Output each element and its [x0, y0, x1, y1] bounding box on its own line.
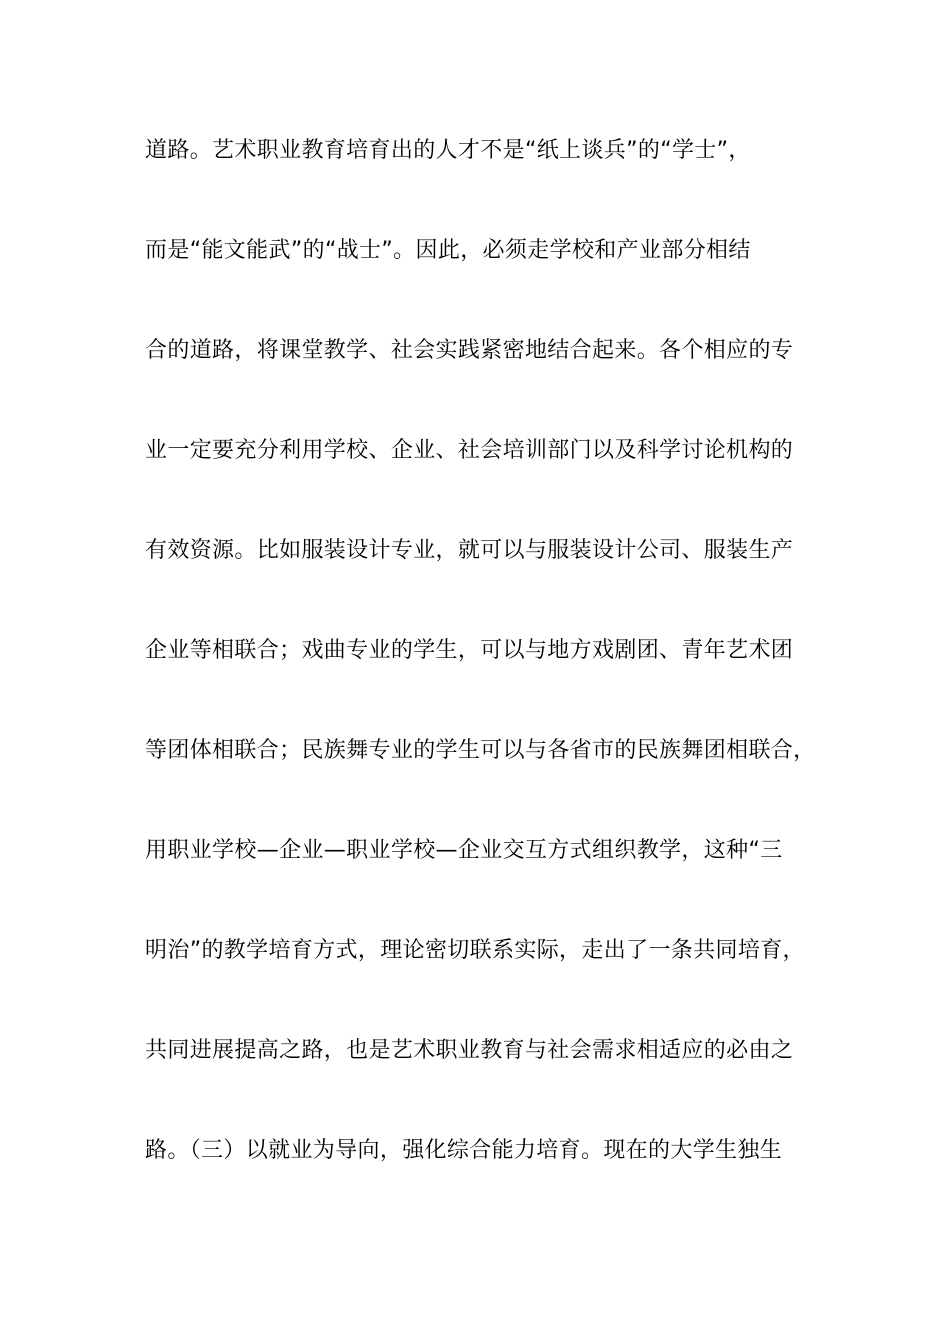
text-line-3: 合的道路，将课堂教学、社会实践紧密地结合起来。各个相应的专	[145, 338, 794, 363]
text-line-10: 共同进展提高之路，也是艺术职业教育与社会需求相适应的必由之	[145, 1038, 794, 1063]
text-line-5: 有效资源。比如服装设计专业，就可以与服装设计公司、服装生产	[145, 538, 794, 563]
text-line-7: 等团体相联合；民族舞专业的学生可以与各省市的民族舞团相联合，	[145, 738, 816, 763]
text-line-9: 明治”的教学培育方式，理论密切联系实际，走出了一条共同培育，	[145, 938, 805, 963]
text-line-2: 而是“能文能武”的“战士”。因此，必须走学校和产业部分相结	[145, 238, 751, 263]
text-line-11: 路。（三）以就业为导向，强化综合能力培育。现在的大学生独生	[145, 1138, 783, 1163]
text-line-4: 业一定要充分利用学校、企业、社会培训部门以及科学讨论机构的	[145, 438, 794, 463]
text-line-8: 用职业学校—企业—职业学校—企业交互方式组织教学，这种“三	[145, 838, 783, 863]
text-line-1: 道路。艺术职业教育培育出的人才不是“纸上谈兵”的“学士”，	[145, 138, 751, 163]
text-line-6: 企业等相联合；戏曲专业的学生，可以与地方戏剧团、青年艺术团	[145, 638, 794, 663]
